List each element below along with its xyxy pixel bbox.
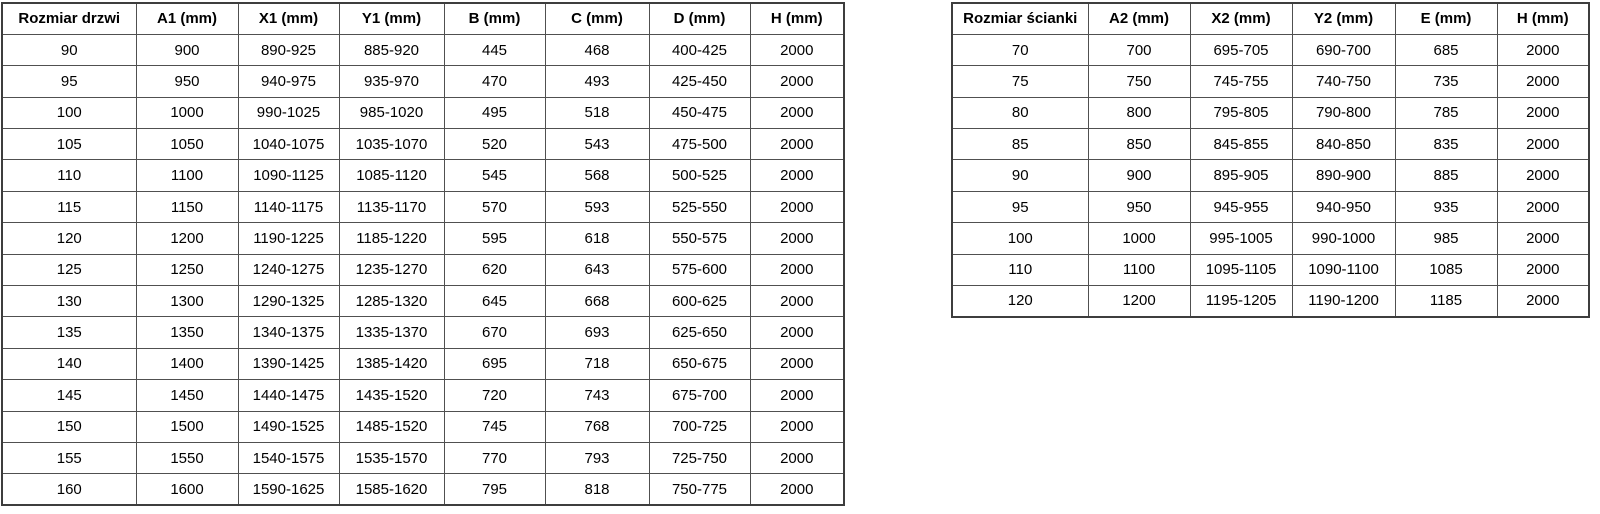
table-cell: 2000 [1497, 129, 1589, 160]
table-cell: 125 [2, 254, 136, 285]
table-cell: 2000 [750, 160, 844, 191]
table-cell: 545 [444, 160, 545, 191]
table-cell: 1050 [136, 129, 238, 160]
table-cell: 2000 [750, 191, 844, 222]
table-cell: 468 [545, 34, 649, 65]
table-cell: 940-950 [1292, 191, 1395, 222]
table-cell: 735 [1395, 66, 1497, 97]
table-cell: 445 [444, 34, 545, 65]
table-cell: 475-500 [649, 129, 750, 160]
table-cell: 600-625 [649, 286, 750, 317]
column-header: A2 (mm) [1088, 3, 1190, 34]
table-cell: 120 [2, 223, 136, 254]
table-cell: 145 [2, 380, 136, 411]
column-header: D (mm) [649, 3, 750, 34]
table-row [2, 380, 844, 411]
table-cell: 1440-1475 [238, 380, 339, 411]
table-cell: 800 [1088, 97, 1190, 128]
table-cell: 1350 [136, 317, 238, 348]
table-cell: 1250 [136, 254, 238, 285]
table-cell: 685 [1395, 34, 1497, 65]
table-cell: 2000 [750, 97, 844, 128]
table-cell: 1090-1125 [238, 160, 339, 191]
table-cell: 1185-1220 [339, 223, 444, 254]
table-cell: 90 [2, 34, 136, 65]
table-cell: 1590-1625 [238, 474, 339, 505]
table-cell: 2000 [750, 129, 844, 160]
table-cell: 1435-1520 [339, 380, 444, 411]
column-header: A1 (mm) [136, 3, 238, 34]
table-cell: 1340-1375 [238, 317, 339, 348]
table-cell: 100 [2, 97, 136, 128]
table-cell: 1390-1425 [238, 348, 339, 379]
table-cell: 818 [545, 474, 649, 505]
table-row [2, 160, 844, 191]
table-cell: 2000 [1497, 66, 1589, 97]
table-cell: 595 [444, 223, 545, 254]
table-cell: 1200 [136, 223, 238, 254]
table-cell: 885-920 [339, 34, 444, 65]
table-row [2, 348, 844, 379]
table-cell: 550-575 [649, 223, 750, 254]
table-cell: 150 [2, 411, 136, 442]
table-cell: 2000 [750, 411, 844, 442]
table-cell: 100 [952, 223, 1088, 254]
table-cell: 2000 [750, 223, 844, 254]
table-cell: 543 [545, 129, 649, 160]
table-cell: 885 [1395, 160, 1497, 191]
table-row [952, 66, 1589, 97]
wall-table-header-row [952, 3, 1589, 34]
table-cell: 720 [444, 380, 545, 411]
table-cell: 835 [1395, 129, 1497, 160]
table-cell: 1190-1225 [238, 223, 339, 254]
table-cell: 790-800 [1292, 97, 1395, 128]
table-row [2, 474, 844, 505]
table-cell: 2000 [1497, 191, 1589, 222]
table-cell: 770 [444, 442, 545, 473]
table-cell: 750-775 [649, 474, 750, 505]
table-cell: 768 [545, 411, 649, 442]
table-cell: 2000 [750, 66, 844, 97]
table-cell: 985-1020 [339, 97, 444, 128]
table-cell: 120 [952, 286, 1088, 317]
table-cell: 1535-1570 [339, 442, 444, 473]
table-row [2, 191, 844, 222]
table-row [2, 286, 844, 317]
table-cell: 570 [444, 191, 545, 222]
table-cell: 450-475 [649, 97, 750, 128]
table-cell: 425-450 [649, 66, 750, 97]
wall-size-table [951, 2, 1590, 318]
table-cell: 110 [2, 160, 136, 191]
table-cell: 1500 [136, 411, 238, 442]
table-cell: 795-805 [1190, 97, 1292, 128]
table-cell: 2000 [750, 34, 844, 65]
table-cell: 743 [545, 380, 649, 411]
column-header: X1 (mm) [238, 3, 339, 34]
table-cell: 2000 [1497, 254, 1589, 285]
table-cell: 725-750 [649, 442, 750, 473]
table-cell: 1035-1070 [339, 129, 444, 160]
table-cell: 995-1005 [1190, 223, 1292, 254]
table-cell: 668 [545, 286, 649, 317]
table-cell: 740-750 [1292, 66, 1395, 97]
column-header: Y2 (mm) [1292, 3, 1395, 34]
table-cell: 1000 [136, 97, 238, 128]
table-cell: 1400 [136, 348, 238, 379]
table-cell: 785 [1395, 97, 1497, 128]
column-header: H (mm) [1497, 3, 1589, 34]
table-cell: 155 [2, 442, 136, 473]
table-cell: 95 [2, 66, 136, 97]
table-cell: 2000 [750, 442, 844, 473]
table-cell: 1550 [136, 442, 238, 473]
table-cell: 75 [952, 66, 1088, 97]
table-cell: 950 [136, 66, 238, 97]
table-cell: 890-900 [1292, 160, 1395, 191]
table-cell: 575-600 [649, 254, 750, 285]
table-cell: 935 [1395, 191, 1497, 222]
column-header: E (mm) [1395, 3, 1497, 34]
table-cell: 695 [444, 348, 545, 379]
table-cell: 1085-1120 [339, 160, 444, 191]
table-cell: 700 [1088, 34, 1190, 65]
table-row [2, 129, 844, 160]
table-cell: 1195-1205 [1190, 286, 1292, 317]
table-row [952, 160, 1589, 191]
door-table-header-row [2, 3, 844, 34]
table-cell: 2000 [750, 254, 844, 285]
table-cell: 675-700 [649, 380, 750, 411]
table-cell: 990-1025 [238, 97, 339, 128]
column-header: H (mm) [750, 3, 844, 34]
table-cell: 2000 [1497, 34, 1589, 65]
table-cell: 670 [444, 317, 545, 348]
table-cell: 618 [545, 223, 649, 254]
table-cell: 95 [952, 191, 1088, 222]
table-cell: 1490-1525 [238, 411, 339, 442]
table-cell: 1290-1325 [238, 286, 339, 317]
table-cell: 745-755 [1190, 66, 1292, 97]
table-cell: 1150 [136, 191, 238, 222]
table-cell: 1100 [1088, 254, 1190, 285]
table-cell: 2000 [1497, 223, 1589, 254]
table-cell: 160 [2, 474, 136, 505]
table-cell: 985 [1395, 223, 1497, 254]
table-cell: 90 [952, 160, 1088, 191]
table-cell: 890-925 [238, 34, 339, 65]
table-cell: 900 [1088, 160, 1190, 191]
column-header: C (mm) [545, 3, 649, 34]
table-cell: 1000 [1088, 223, 1190, 254]
table-cell: 2000 [750, 380, 844, 411]
table-cell: 500-525 [649, 160, 750, 191]
table-row [952, 254, 1589, 285]
table-cell: 2000 [1497, 97, 1589, 128]
column-header: Y1 (mm) [339, 3, 444, 34]
table-cell: 1600 [136, 474, 238, 505]
table-row [2, 254, 844, 285]
table-row [952, 223, 1589, 254]
table-cell: 990-1000 [1292, 223, 1395, 254]
table-cell: 1585-1620 [339, 474, 444, 505]
table-cell: 1100 [136, 160, 238, 191]
table-cell: 493 [545, 66, 649, 97]
table-cell: 1300 [136, 286, 238, 317]
table-cell: 85 [952, 129, 1088, 160]
table-row [952, 97, 1589, 128]
table-cell: 643 [545, 254, 649, 285]
table-cell: 140 [2, 348, 136, 379]
table-cell: 1385-1420 [339, 348, 444, 379]
table-cell: 518 [545, 97, 649, 128]
table-cell: 793 [545, 442, 649, 473]
table-row [2, 317, 844, 348]
table-cell: 650-675 [649, 348, 750, 379]
table-cell: 700-725 [649, 411, 750, 442]
table-cell: 693 [545, 317, 649, 348]
table-cell: 1090-1100 [1292, 254, 1395, 285]
table-cell: 568 [545, 160, 649, 191]
table-cell: 940-975 [238, 66, 339, 97]
table-cell: 935-970 [339, 66, 444, 97]
table-row [2, 223, 844, 254]
table-row [952, 286, 1589, 317]
table-row [952, 191, 1589, 222]
table-row [952, 129, 1589, 160]
column-header: Rozmiar ścianki [952, 3, 1088, 34]
table-row [2, 411, 844, 442]
column-header: Rozmiar drzwi [2, 3, 136, 34]
table-cell: 900 [136, 34, 238, 65]
table-cell: 1285-1320 [339, 286, 444, 317]
table-cell: 1190-1200 [1292, 286, 1395, 317]
table-cell: 2000 [750, 348, 844, 379]
table-cell: 945-955 [1190, 191, 1292, 222]
table-cell: 70 [952, 34, 1088, 65]
table-cell: 845-855 [1190, 129, 1292, 160]
table-cell: 718 [545, 348, 649, 379]
table-cell: 520 [444, 129, 545, 160]
table-cell: 745 [444, 411, 545, 442]
table-cell: 400-425 [649, 34, 750, 65]
table-cell: 130 [2, 286, 136, 317]
table-cell: 593 [545, 191, 649, 222]
table-cell: 2000 [1497, 286, 1589, 317]
table-cell: 2000 [750, 286, 844, 317]
table-row [2, 97, 844, 128]
table-cell: 2000 [750, 474, 844, 505]
table-row [2, 66, 844, 97]
table-cell: 1085 [1395, 254, 1497, 285]
door-size-table [1, 2, 845, 506]
table-cell: 690-700 [1292, 34, 1395, 65]
table-cell: 620 [444, 254, 545, 285]
table-cell: 1040-1075 [238, 129, 339, 160]
table-cell: 1235-1270 [339, 254, 444, 285]
table-cell: 850 [1088, 129, 1190, 160]
column-header: X2 (mm) [1190, 3, 1292, 34]
table-cell: 1200 [1088, 286, 1190, 317]
table-cell: 1140-1175 [238, 191, 339, 222]
table-cell: 1450 [136, 380, 238, 411]
column-header: B (mm) [444, 3, 545, 34]
table-cell: 2000 [750, 317, 844, 348]
table-cell: 495 [444, 97, 545, 128]
table-cell: 115 [2, 191, 136, 222]
table-cell: 1185 [1395, 286, 1497, 317]
table-cell: 2000 [1497, 160, 1589, 191]
table-cell: 1485-1520 [339, 411, 444, 442]
table-cell: 1095-1105 [1190, 254, 1292, 285]
table-cell: 110 [952, 254, 1088, 285]
table-row [2, 34, 844, 65]
table-cell: 1540-1575 [238, 442, 339, 473]
table-cell: 105 [2, 129, 136, 160]
table-cell: 695-705 [1190, 34, 1292, 65]
table-cell: 750 [1088, 66, 1190, 97]
table-cell: 135 [2, 317, 136, 348]
table-cell: 470 [444, 66, 545, 97]
table-cell: 525-550 [649, 191, 750, 222]
table-row [2, 442, 844, 473]
table-cell: 895-905 [1190, 160, 1292, 191]
table-cell: 950 [1088, 191, 1190, 222]
table-cell: 1240-1275 [238, 254, 339, 285]
table-cell: 625-650 [649, 317, 750, 348]
table-cell: 795 [444, 474, 545, 505]
table-cell: 1335-1370 [339, 317, 444, 348]
table-cell: 1135-1170 [339, 191, 444, 222]
table-row [952, 34, 1589, 65]
table-cell: 645 [444, 286, 545, 317]
table-cell: 840-850 [1292, 129, 1395, 160]
table-cell: 80 [952, 97, 1088, 128]
